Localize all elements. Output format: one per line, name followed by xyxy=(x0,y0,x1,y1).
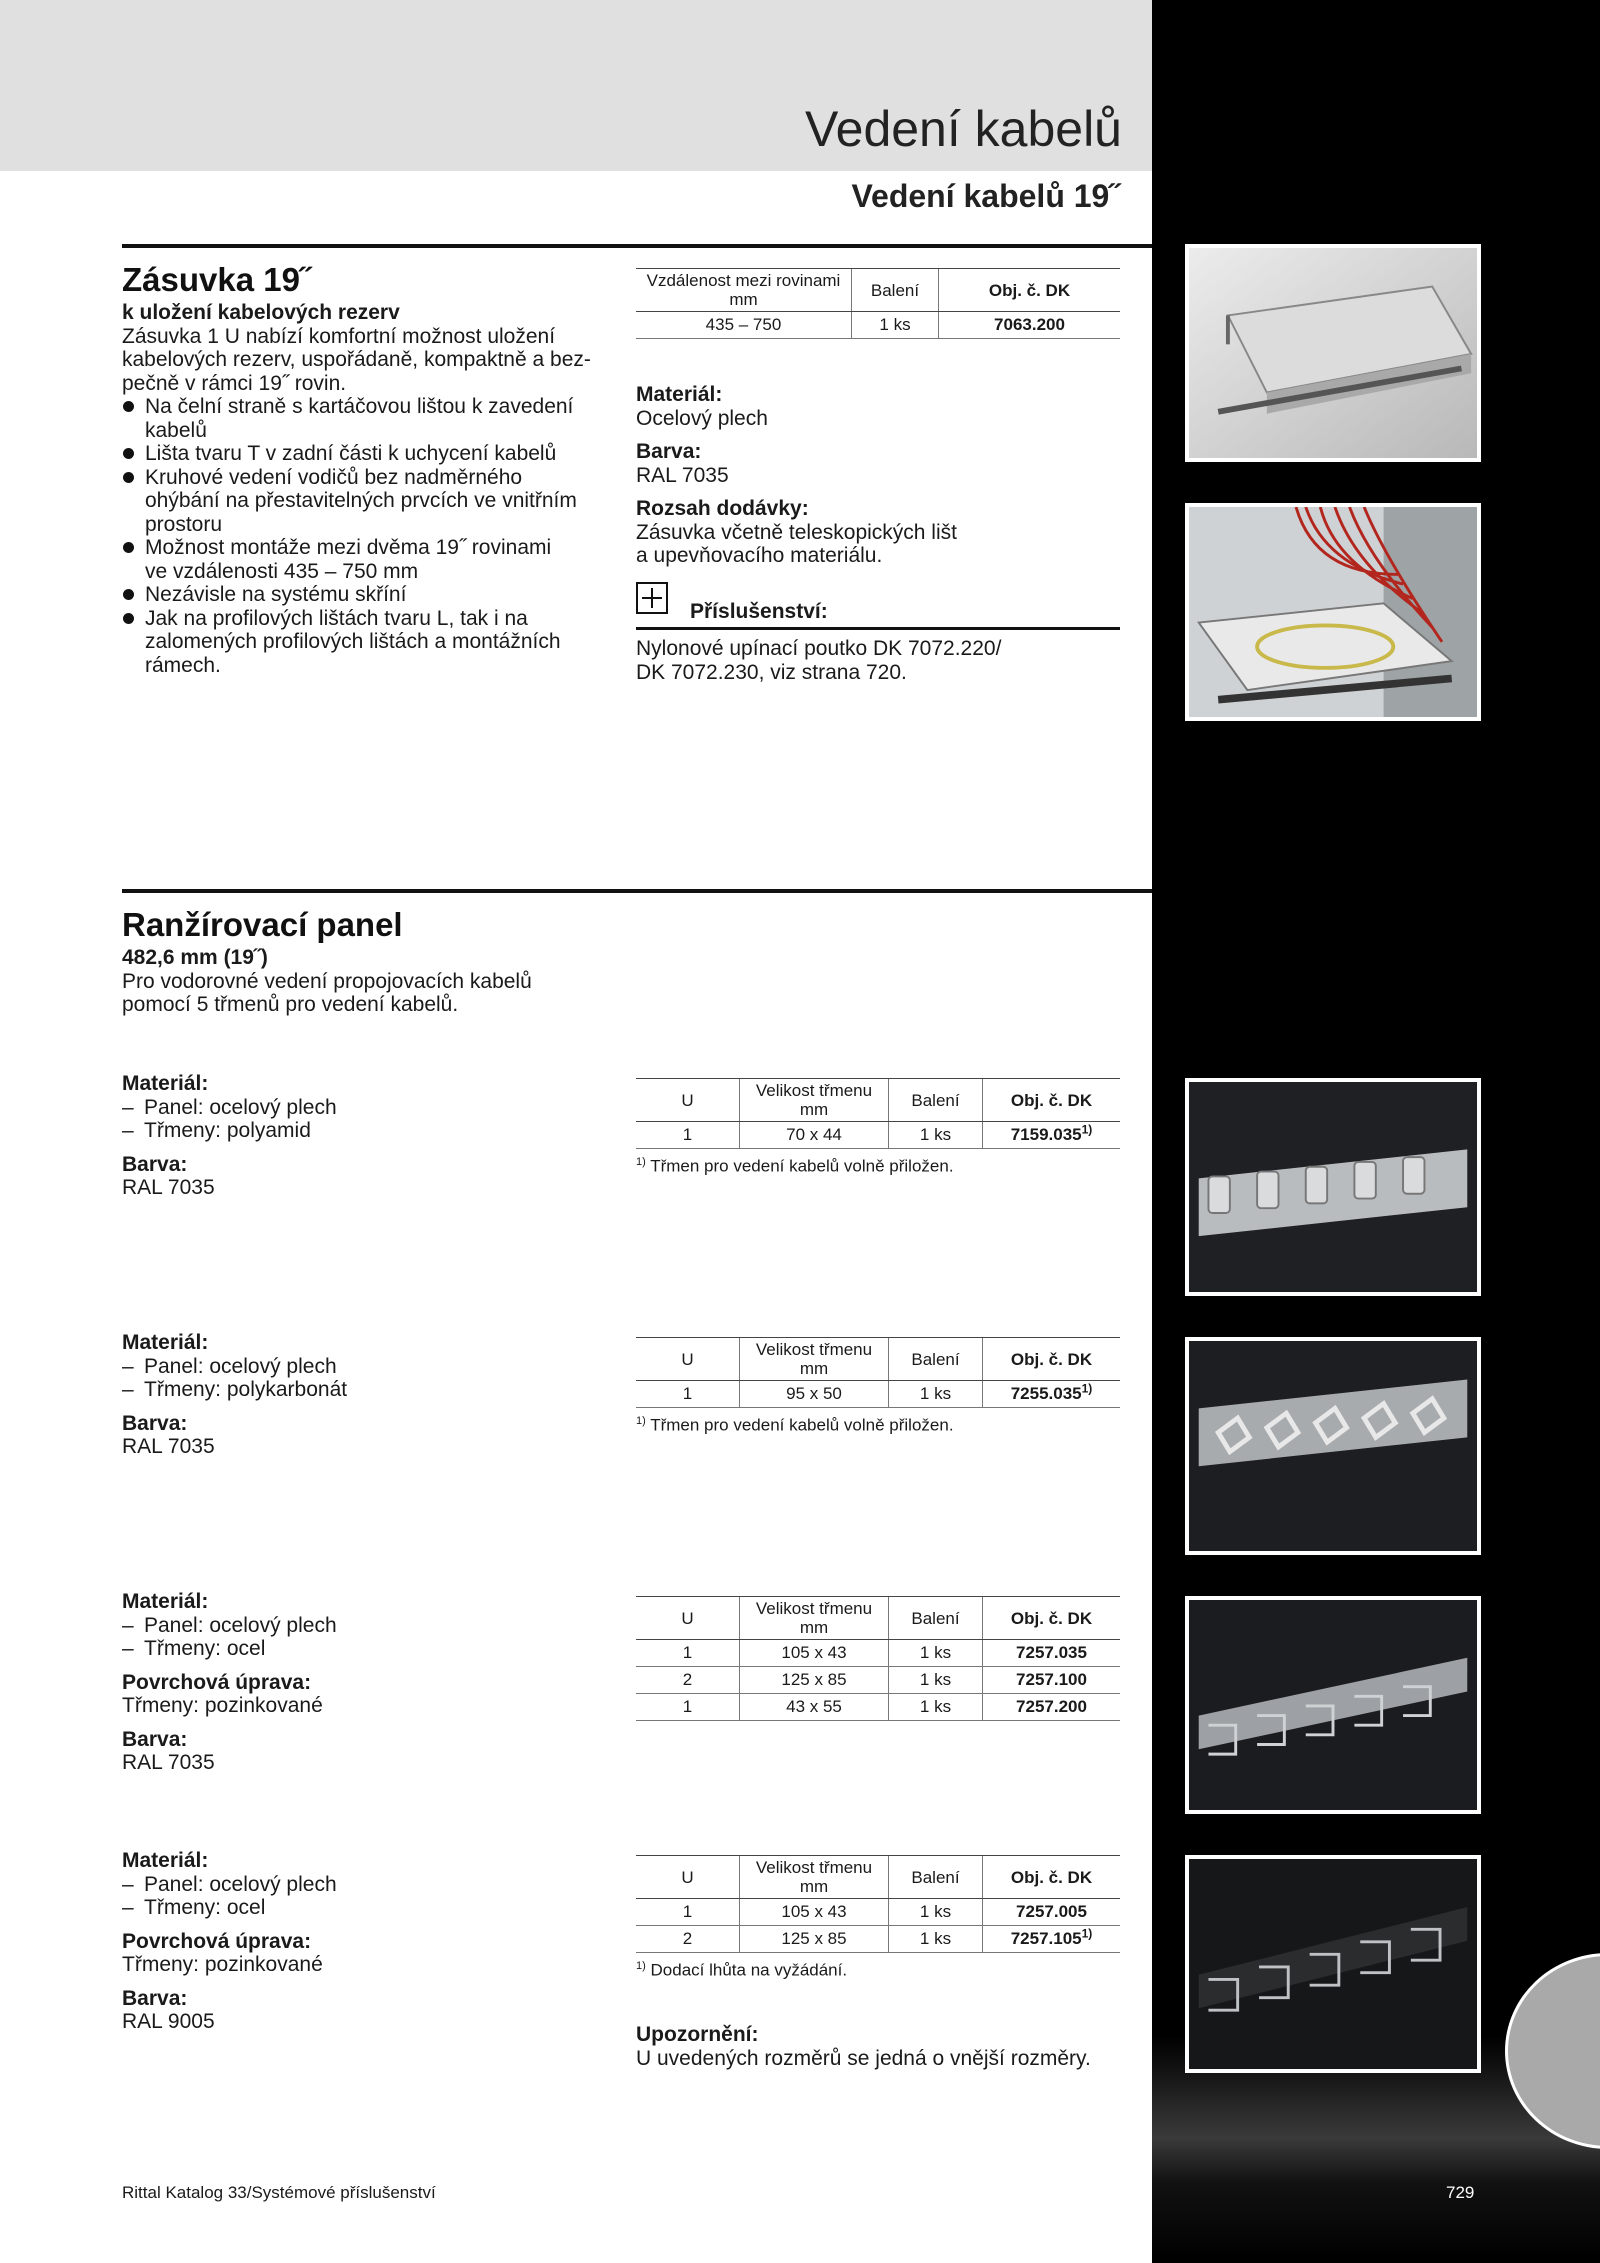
list-item: – Třmeny: ocel xyxy=(122,1637,602,1661)
table-row: 1 105 x 43 1 ks 7257.005 xyxy=(636,1899,1120,1926)
section-rule-panel xyxy=(122,889,1152,893)
drawer-description xyxy=(122,301,612,677)
dimensions-note: Upozornění: U uvedených rozměrů se jedná o vnější rozměry. xyxy=(636,2023,1091,2070)
table-header-row: U Velikost třmenu mm Balení Obj. č. DK xyxy=(636,1338,1120,1381)
variant-4-properties: Materiál: – Panel: ocelový plech – Třmeny: ocel Povrchová úprava: Třmeny: pozinkované Barva: RAL 9005 xyxy=(122,1849,602,2034)
variant-2-properties: Materiál: – Panel: ocelový plech – Třmeny: polykarbonát Barva: RAL 7035 xyxy=(122,1331,602,1459)
drawer-intro-line: Zásuvka 1 U nabízí komfortní možnost uložení xyxy=(122,324,556,348)
list-item: Na čelní straně s kartáčovou lištou k zavedení kabelů xyxy=(122,395,612,442)
list-item: Kruhové vedení vodičů bez nadměrného ohýbání na přestavitelných prvcích ve vnitřním prostoru xyxy=(122,466,612,537)
table-row: 1 70 x 44 1 ks 7159.035$^{1)}$ xyxy=(636,1122,1120,1149)
table-header-row: U Velikost třmenu mm Balení Obj. č. DK xyxy=(636,1856,1120,1899)
accessories-rule xyxy=(636,627,1120,630)
list-item: – Panel: ocelový plech xyxy=(122,1355,602,1379)
order-number: 7257.035 xyxy=(983,1640,1121,1667)
section-rule-drawer xyxy=(122,244,1152,248)
list-item: Nezávisle na systému skříní xyxy=(122,583,612,607)
order-number: 7257.100 xyxy=(983,1667,1121,1694)
table-row: 2 125 x 85 1 ks 7257.105$^{1)}$ xyxy=(636,1926,1120,1953)
cable-drawer-photo xyxy=(1185,244,1481,462)
table-row: 435 – 750 1 ks 7063.200 xyxy=(636,312,1120,339)
drawer-feature-list xyxy=(122,395,612,677)
variant-2-footnote: $^{1)}$ Třmen pro vedení kabelů volně přiložen. xyxy=(636,1415,954,1435)
order-number: 7255.035$^{1)}$ xyxy=(983,1381,1121,1408)
page-number: 729 xyxy=(1446,2183,1475,2202)
list-item: – Panel: ocelový plech xyxy=(122,1614,602,1638)
footer-catalog: Rittal Katalog 33/Systémové příslušenství xyxy=(122,2183,436,2202)
drawer-title: Zásuvka 19˝ xyxy=(122,261,311,298)
variant-1-table xyxy=(636,1078,1120,1149)
variant-4-footnote: $^{1)}$ Dodací lhůta na vyžádání. xyxy=(636,1960,848,1980)
table-row: 1 43 x 55 1 ks 7257.200 xyxy=(636,1694,1120,1721)
panel-polycarbonate-brackets-photo xyxy=(1185,1337,1481,1555)
table-row: 1 95 x 50 1 ks 7255.035$^{1)}$ xyxy=(636,1381,1120,1408)
list-item: Jak na profilových lištách tvaru L, tak i na zalomených profilových lištách a montážních rámech. xyxy=(122,607,612,678)
list-item: – Panel: ocelový plech xyxy=(122,1096,602,1120)
list-item: – Třmeny: polyamid xyxy=(122,1119,602,1143)
drawer-color: RAL 7035 xyxy=(636,463,729,487)
col-pack: Balení xyxy=(852,269,939,312)
order-number: 7159.035$^{1)}$ xyxy=(983,1122,1121,1149)
variant-3-table xyxy=(636,1596,1120,1721)
panel-polyamide-brackets-photo xyxy=(1185,1078,1481,1296)
list-item: – Třmeny: ocel xyxy=(122,1896,602,1920)
table-row: 2 125 x 85 1 ks 7257.100 xyxy=(636,1667,1120,1694)
table-header-row: U Velikost třmenu mm Balení Obj. č. DK xyxy=(636,1597,1120,1640)
variant-1-properties: Materiál: – Panel: ocelový plech – Třmeny: polyamid Barva: RAL 7035 xyxy=(122,1072,602,1200)
drawer-subtitle: k uložení kabelových rezerv xyxy=(122,301,400,324)
variant-4-table xyxy=(636,1855,1120,1953)
plus-icon xyxy=(636,582,668,614)
table-header-row: U Velikost třmenu mm Balení Obj. č. DK xyxy=(636,1079,1120,1122)
accessories-label: Příslušenství: xyxy=(690,600,828,623)
panel-black-steel-brackets-photo xyxy=(1185,1855,1481,2073)
list-item: – Třmeny: polykarbonát xyxy=(122,1378,602,1402)
cable-drawer-with-cables-photo xyxy=(1185,503,1481,721)
table-header-row xyxy=(636,269,1120,312)
col-distance: Vzdálenost mezi rovinami mm xyxy=(636,269,852,312)
variant-1-footnote: $^{1)}$ Třmen pro vedení kabelů volně přiložen. xyxy=(636,1156,954,1176)
panel-description: 482,6 mm (19˝) Pro vodorovné vedení propojovacích kabelů pomocí 5 třmenů pro vedení kabelů. xyxy=(122,946,622,1017)
list-item: Lišta tvaru T v zadní části k uchycení kabelů xyxy=(122,442,612,466)
accessories-text: Nylonové upínací poutko DK 7072.220/ DK 7072.230, viz strana 720. xyxy=(636,637,1002,684)
col-order: Obj. č. DK xyxy=(939,269,1121,312)
drawer-intro-line: kabelových rezerv, uspořádaně, kompaktně a bez- xyxy=(122,348,591,371)
panel-title: Ranžírovací panel xyxy=(122,906,403,943)
order-number: 7063.200 xyxy=(939,312,1121,339)
drawer-material: Ocelový plech xyxy=(636,406,768,430)
variant-2-table xyxy=(636,1337,1120,1408)
table-row: 1 105 x 43 1 ks 7257.035 xyxy=(636,1640,1120,1667)
drawer-intro-line: pečně v rámci 19˝ rovin. xyxy=(122,371,347,395)
list-item: Možnost montáže mezi dvěma 19˝ rovinami ve vzdálenosti 435 – 750 mm xyxy=(122,536,612,583)
order-number: 7257.005 xyxy=(983,1899,1121,1926)
drawer-properties: Materiál: Ocelový plech Barva: RAL 7035 Rozsah dodávky: Zásuvka včetně teleskopických lišt a upevňovacího materiálu. xyxy=(636,383,1116,568)
panel-subtitle: 482,6 mm (19˝) xyxy=(122,946,268,969)
panel-steel-brackets-photo xyxy=(1185,1596,1481,1814)
page-title: Vedení kabelů xyxy=(805,101,1122,157)
drawer-spec-table xyxy=(636,268,1120,339)
page-subtitle: Vedení kabelů 19˝ xyxy=(851,178,1120,214)
variant-3-properties: Materiál: – Panel: ocelový plech – Třmeny: ocel Povrchová úprava: Třmeny: pozinkované Barva: RAL 7035 xyxy=(122,1590,602,1775)
order-number: 7257.200 xyxy=(983,1694,1121,1721)
order-number: 7257.105$^{1)}$ xyxy=(983,1926,1121,1953)
list-item: – Panel: ocelový plech xyxy=(122,1873,602,1897)
